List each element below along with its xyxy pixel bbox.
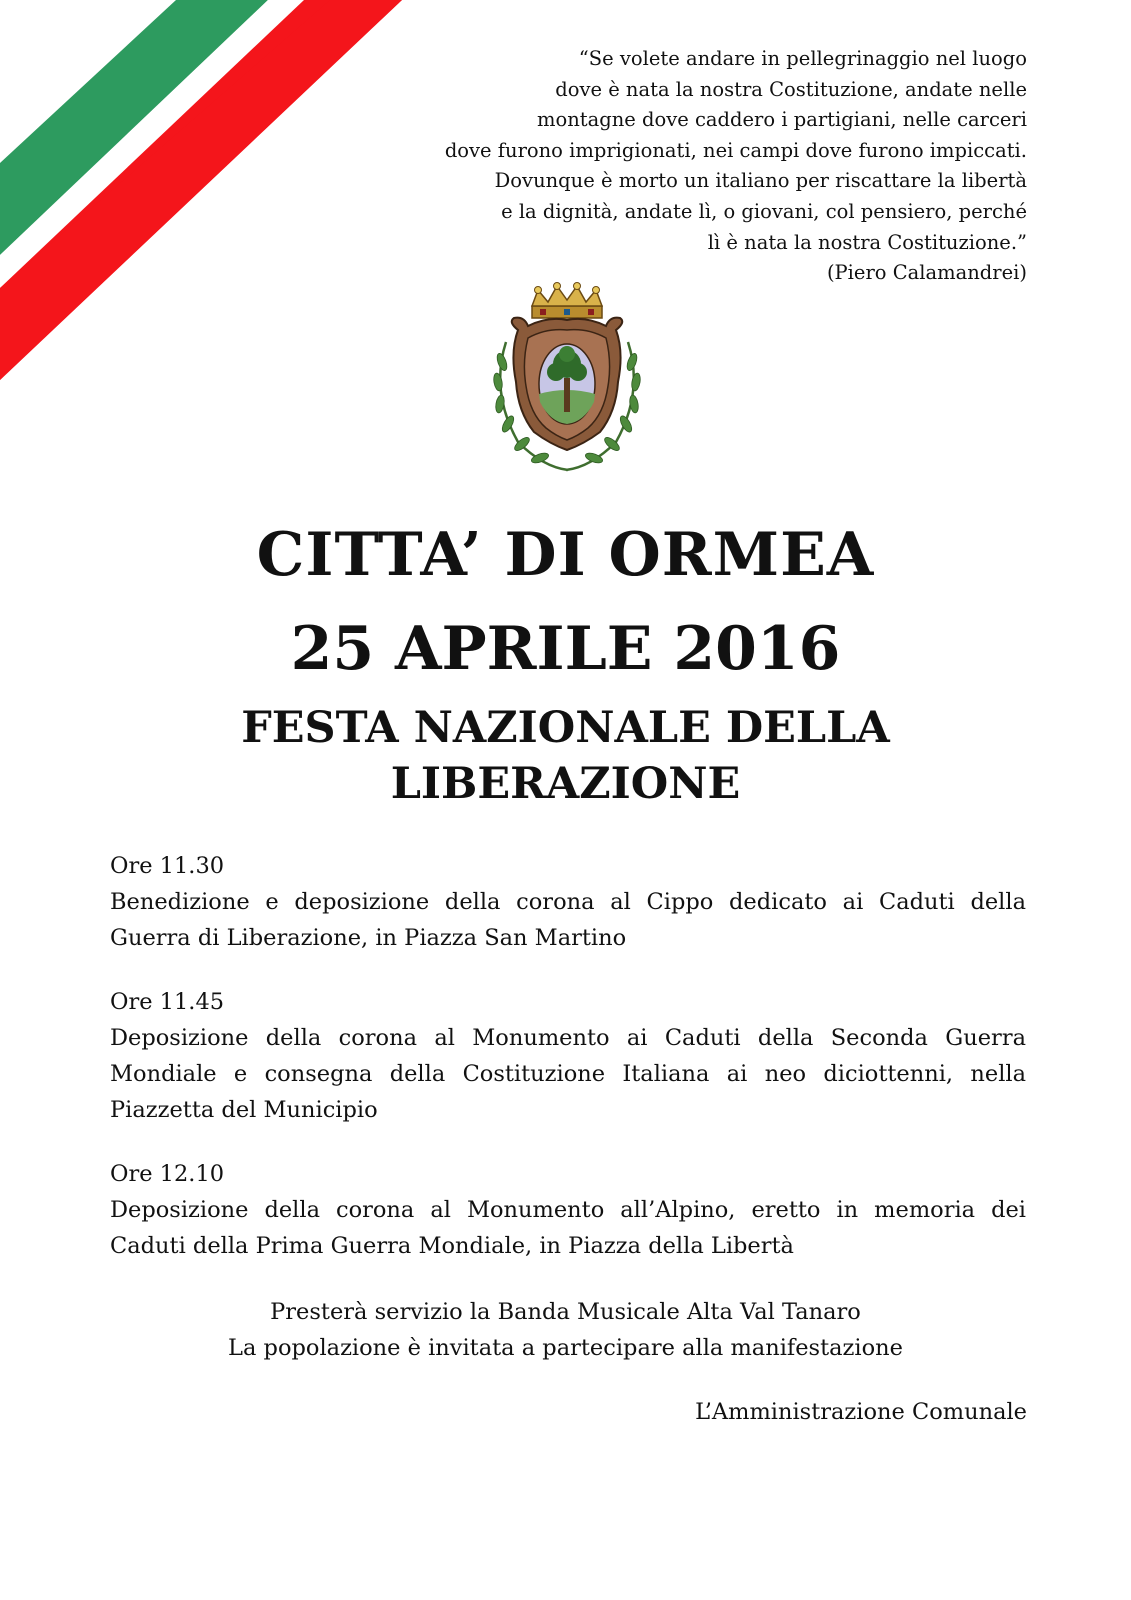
program-description: Deposizione della corona al Monumento ai Caduti della Seconda Guerra Mondiale e consegna della Costituzione Italiana ai neo diciottenni, nella Piazzetta del Municipio (110, 1025, 1026, 1123)
program-time: Ore 12.10 (110, 1161, 225, 1187)
program-time: Ore 11.45 (110, 989, 225, 1015)
festa-heading-line2: LIBERAZIONE (390, 759, 741, 809)
quote-line: dove è nata la nostra Costituzione, andate nelle (555, 77, 1027, 101)
event-notes (0, 1294, 1131, 1366)
program-description: Deposizione della corona al Monumento all’Alpino, eretto in memoria dei Caduti della Prima Guerra Mondiale, in Piazza della Libertà (110, 1197, 1026, 1259)
quote-line: lì è nata la nostra Costituzione.” (707, 230, 1027, 254)
festa-heading (0, 700, 1131, 812)
calamandrei-quote (387, 44, 1027, 289)
quote-line: dove furono imprigionati, nei campi dove furono impiccati. (444, 138, 1027, 162)
signature: L’Amministrazione Comunale (695, 1399, 1027, 1425)
program-time: Ore 11.30 (110, 853, 225, 879)
quote-line: Dovunque è morto un italiano per riscattare la libertà (494, 169, 1027, 193)
program-item (110, 1156, 1026, 1264)
coat-of-arms-icon (488, 282, 646, 476)
festa-heading-line1: FESTA NAZIONALE DELLA (241, 703, 890, 753)
program-description: Benedizione e deposizione della corona al Cippo dedicato ai Caduti della Guerra di Liberazione, in Piazza San Martino (110, 889, 1026, 951)
crown-icon (532, 283, 602, 319)
quote-line: e la dignità, andate lì, o giovani, col pensiero, perché (501, 199, 1027, 223)
program-item (110, 984, 1026, 1128)
band-note: Presterà servizio la Banda Musicale Alta Val Tanaro (270, 1299, 861, 1325)
quote-line: “Se volete andare in pellegrinaggio nel luogo (578, 47, 1027, 70)
ceremony-program (110, 848, 1026, 1292)
city-title: CITTA’ DI ORMEA (256, 520, 875, 590)
invite-note: La popolazione è invitata a partecipare alla manifestazione (228, 1335, 903, 1361)
program-item (110, 848, 1026, 956)
quote-line: montagne dove caddero i partigiani, nelle carceri (537, 108, 1027, 132)
event-date: 25 APRILE 2016 (290, 614, 841, 684)
quote-author: (Piero Calamandrei) (826, 261, 1027, 285)
